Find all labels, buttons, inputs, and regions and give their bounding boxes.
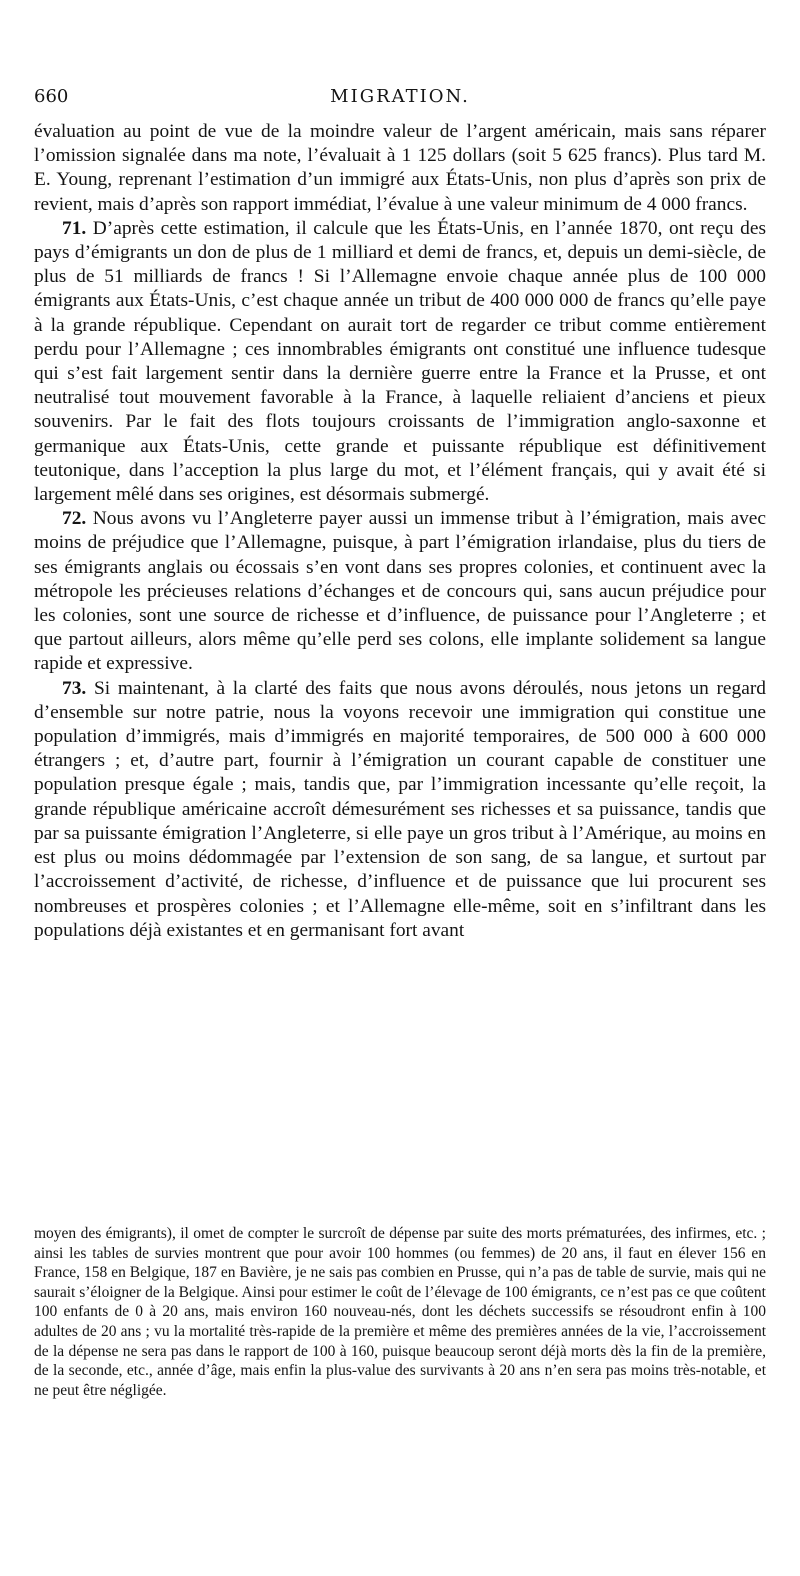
paragraph-72 <box>34 507 766 676</box>
main-text <box>34 120 766 943</box>
paragraph-text: Nous avons vu l’Angleterre payer aussi un immense tribut à l’émigration, mais avec moins de préjudice que l’Allemagne, puisque, à part l’émigration irlandaise, plus du tiers de ses émigrants anglais ou écossais s’en vont dans ses propres colonies, et continuent avec la métropole les précieuses relations d’échanges et de concours qui, sans aucun préjudice pour les colonies, sont une source de richesse et d’influence, de puissance pour l’Angleterre ; et que partout ailleurs, alors même qu’elle perd ses colons, elle implante solidement sa langue rapide et expressive. <box>34 508 766 675</box>
footnote-text: moyen des émigrants), il omet de compter le surcroît de dépense par suite des morts prématurées, des infirmes, etc. ; ainsi les tables de survies montrent que pour avoir 100 hommes (ou femmes) de 20 ans, il faut en élever 156 en France, 158 en Belgique, 187 en Bavière, je ne sais pas combien en Prusse, qui n’a pas de table de survie, mais qui ne saurait s’éloigner de la Belgique. Ainsi pour estimer le coût de l’élevage de 100 émigrants, ce n’est pas ce que coûtent 100 enfants de 0 à 20 ans, mais environ 160 nouveau-nés, dont les déchets successifs se résoudront enfin à 100 adultes de 20 ans ; vu la mortalité très-rapide de la première et même des premières années de la vie, l’accroissement de la dépense ne sera pas dans le rapport de 100 à 160, puisque beaucoup seront déjà morts dès la fin de la première, de la seconde, etc., année d’âge, mais enfin la plus-value des survivants à 20 ans n’en sera pas moins très-notable, et ne peut être négligée. <box>34 1225 766 1399</box>
footnote <box>34 1224 766 1400</box>
paragraph-number: 72. <box>62 508 87 530</box>
page-header <box>34 86 766 112</box>
paragraph-text: Si maintenant, à la clarté des faits que nous avons déroulés, nous jetons un regard d’ensemble sur notre patrie, nous la voyons recevoir une immigration qui constitue une population d’immigrés, mais d’immigrés en majorité temporaires, de 500 000 à 600 000 étrangers ; et, d’autre part, fournir à l’émigration un courant capable de constituer une population presque égale ; mais, tandis que, par l’immigration incessante qu’elle reçoit, la grande république américaine accroît démesurément ses richesses et sa puissance, tandis que par sa puissante émigration l’Angleterre, si elle paye un gros tribut à l’Amérique, au moins en est plus ou moins dédommagée par l’extension de son sang, de sa langue, et surtout par l’accroissement d’activité, de richesse, d’influence et de puissance que lui procurent ses nombreuses et prospères colonies ; et l’Allemagne elle-même, soit en s’infiltrant dans les populations déjà existantes et en germanisant fort avant <box>34 677 766 941</box>
paragraph-71 <box>34 217 766 507</box>
page-number: 660 <box>34 86 69 107</box>
running-title: MIGRATION. <box>330 86 470 107</box>
paragraph-number: 71. <box>62 217 87 239</box>
paragraph-number: 73. <box>62 677 87 699</box>
paragraph-73 <box>34 677 766 943</box>
paragraph-continuation: évaluation au point de vue de la moindre valeur de l’argent américain, mais sans réparer l’omission signalée dans ma note, l’évaluait à 1 125 dollars (soit 5 625 francs). Plus tard M. E. Young, reprenant l’estimation d’un immigré aux États-Unis, non plus d’après son prix de revient, mais d’après son rapport immédiat, l’évalue à une valeur minimum de 4 000 francs. <box>34 121 766 215</box>
paragraph-text: D’après cette estimation, il calcule que les États-Unis, en l’année 1870, ont reçu des pays d’émigrants un don de plus de 1 milliard et demi de francs, et, depuis un demi-siècle, de plus de 51 milliards de francs ! Si l’Allemagne envoie chaque année plus de 100 000 émigrants aux États-Unis, c’est chaque année un tribut de 400 000 000 de francs qu’elle paye à la grande république. Cependant on aurait tort de regarder ce tribut comme entièrement perdu pour l’Allemagne ; ces innombrables émigrants ont constitué une influence tudesque qui s’est fait largement sentir dans la dernière guerre entre la France et la Prusse, et ont neutralisé tout mouvement favorable à la France, à laquelle reliaient d’anciens et pieux souvenirs. Par le fait des flots toujours croissants de l’immigration anglo-saxonne et germanique aux États-Unis, cette grande et puissante république est définitivement teutonique, dans l’acception la plus large du mot, et l’élément français, qui y avait été si largement mêlé dans ses origines, est désormais submergé. <box>34 217 766 506</box>
